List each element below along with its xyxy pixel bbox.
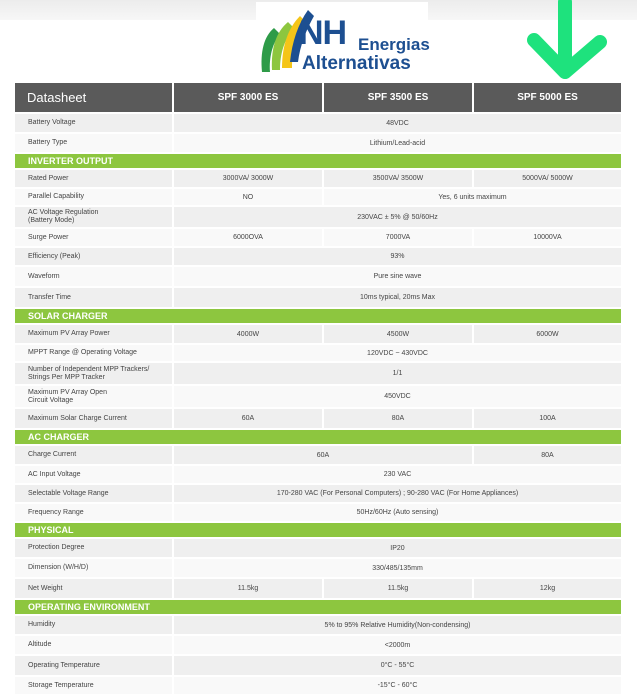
row-label: AC Input Voltage (15, 465, 173, 484)
table-row (15, 324, 622, 344)
logo-text-alternativas: Alternativas (302, 53, 411, 74)
row-label: Humidity (15, 615, 173, 635)
row-value: 450VDC (173, 385, 622, 408)
row-value: <2000m (173, 635, 622, 655)
section-title: PHYSICAL (15, 522, 622, 538)
table-row (15, 578, 622, 599)
row-value: 1/1 (173, 362, 622, 385)
row-label: Maximum Solar Charge Current (15, 408, 173, 429)
datasheet-title: Datasheet (15, 83, 173, 113)
row-value: 4000W (173, 324, 323, 344)
row-value: 3500VA/ 3500W (323, 169, 473, 188)
row-value: 100A (473, 408, 622, 429)
row-value: 10ms typical, 20ms Max (173, 287, 622, 308)
row-label: Transfer Time (15, 287, 173, 308)
row-value: 7000VA (323, 228, 473, 247)
table-row (15, 188, 622, 206)
row-value: 60A (173, 408, 323, 429)
row-value: 170-280 VAC (For Personal Computers) ; 90-280 VAC (For Home Appliances) (173, 484, 622, 503)
row-value: 0°C - 55°C (173, 655, 622, 676)
row-value: 48VDC (173, 113, 622, 133)
row-label: Number of Independent MPP Trackers/ Strings Per MPP Tracker (15, 362, 173, 385)
row-label: Maximum PV Array Power (15, 324, 173, 344)
logo-text-energias: Energias (358, 35, 430, 54)
row-label: Surge Power (15, 228, 173, 247)
table-row (15, 503, 622, 522)
row-value: Lithium/Lead-acid (173, 133, 622, 153)
row-label: Maximum PV Array Open Circuit Voltage (15, 385, 173, 408)
row-label: AC Voltage Regulation (Battery Mode) (15, 206, 173, 228)
table-row (15, 266, 622, 287)
section-header (15, 522, 622, 538)
row-value: 330/485/135mm (173, 558, 622, 578)
table-row (15, 538, 622, 558)
row-label: Charge Current (15, 445, 173, 465)
row-value: 6000W (473, 324, 622, 344)
table-row (15, 558, 622, 578)
table-row (15, 362, 622, 385)
row-value: Pure sine wave (173, 266, 622, 287)
row-value: 11.5kg (323, 578, 473, 599)
row-label: MPPT Range @ Operating Voltage (15, 344, 173, 362)
row-value: 5% to 95% Relative Humidity(Non-condensing) (173, 615, 622, 635)
table-row (15, 287, 622, 308)
row-value: 93% (173, 247, 622, 266)
section-title: SOLAR CHARGER (15, 308, 622, 324)
model-column-header: SPF 3000 ES (173, 83, 323, 113)
row-label: Selectable Voltage Range (15, 484, 173, 503)
table-row (15, 484, 622, 503)
row-label: Efficiency (Peak) (15, 247, 173, 266)
section-title: OPERATING ENVIRONMENT (15, 599, 622, 615)
row-value: 6000OVA (173, 228, 323, 247)
table-row (15, 169, 622, 188)
down-arrow-icon (520, 0, 610, 85)
table-row (15, 676, 622, 695)
row-value: Yes, 6 units maximum (323, 188, 622, 206)
row-value: 50Hz/60Hz (Auto sensing) (173, 503, 622, 522)
row-value: IP20 (173, 538, 622, 558)
section-header (15, 308, 622, 324)
row-value: -15°C - 60°C (173, 676, 622, 695)
table-row (15, 344, 622, 362)
row-label: Dimension (W/H/D) (15, 558, 173, 578)
table-row (15, 408, 622, 429)
row-value: 230 VAC (173, 465, 622, 484)
table-row (15, 247, 622, 266)
row-value: 80A (323, 408, 473, 429)
section-header (15, 429, 622, 445)
table-row (15, 113, 622, 133)
row-value: 120VDC ~ 430VDC (173, 344, 622, 362)
row-value: 12kg (473, 578, 622, 599)
table-row (15, 206, 622, 228)
table-row (15, 655, 622, 676)
row-value: 11.5kg (173, 578, 323, 599)
table-row (15, 228, 622, 247)
nh-logo (256, 2, 428, 76)
table-row (15, 385, 622, 408)
row-value: 60A (173, 445, 473, 465)
row-value: 3000VA/ 3000W (173, 169, 323, 188)
row-label: Altitude (15, 635, 173, 655)
logo-text-nh: NH (299, 14, 347, 52)
table-row (15, 465, 622, 484)
row-label: Waveform (15, 266, 173, 287)
row-label: Rated Power (15, 169, 173, 188)
table-row (15, 133, 622, 153)
row-label: Frequency Range (15, 503, 173, 522)
row-label: Operating Temperature (15, 655, 173, 676)
row-value: 10000VA (473, 228, 622, 247)
model-column-header: SPF 5000 ES (473, 83, 622, 113)
datasheet-table (15, 83, 623, 696)
row-value: 5000VA/ 5000W (473, 169, 622, 188)
section-title: AC CHARGER (15, 429, 622, 445)
row-value: 4500W (323, 324, 473, 344)
row-label: Net Weight (15, 578, 173, 599)
model-column-header: SPF 3500 ES (323, 83, 473, 113)
table-row (15, 445, 622, 465)
row-label: Battery Type (15, 133, 173, 153)
row-value: 80A (473, 445, 622, 465)
section-header (15, 153, 622, 169)
table-row (15, 615, 622, 635)
row-value: NO (173, 188, 323, 206)
row-label: Protection Degree (15, 538, 173, 558)
row-label: Battery Voltage (15, 113, 173, 133)
row-label: Storage Temperature (15, 676, 173, 695)
row-label: Parallel Capability (15, 188, 173, 206)
row-value: 230VAC ± 5% @ 50/60Hz (173, 206, 622, 228)
table-row (15, 635, 622, 655)
table-header-row (15, 83, 622, 113)
section-title: INVERTER OUTPUT (15, 153, 622, 169)
section-header (15, 599, 622, 615)
